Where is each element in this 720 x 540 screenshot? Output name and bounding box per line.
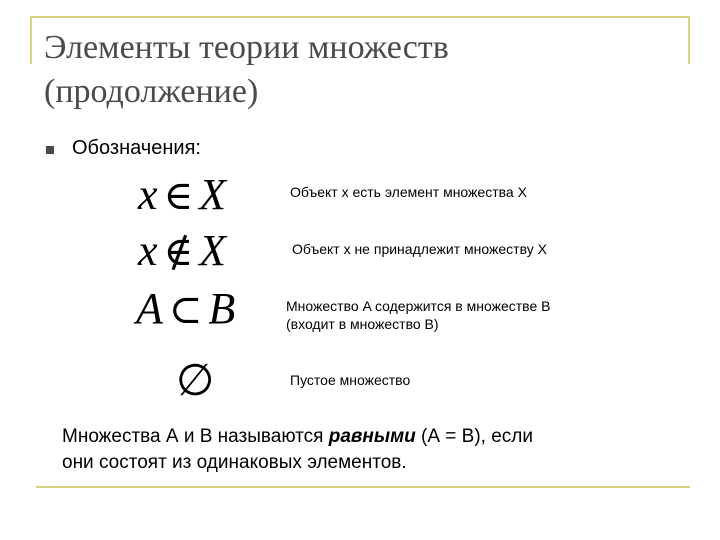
equality-statement	[62, 424, 682, 476]
frame-top-line	[30, 16, 690, 18]
notation-description-3	[286, 297, 550, 333]
notation-right: X	[199, 226, 227, 275]
bullet-square-icon	[46, 146, 54, 154]
frame-bottom-line	[36, 486, 690, 488]
notation-left: x	[138, 170, 158, 219]
notation-left: x	[138, 226, 158, 275]
frame-right-line	[688, 16, 690, 64]
title-line-1: Элементы теории множеств	[44, 29, 449, 66]
notation-description-3-line-1: Множество A содержится в множестве B	[286, 298, 551, 314]
notation-right: X	[199, 170, 227, 219]
notation-description-2: Объект x не принадлежит множеству X	[292, 241, 547, 257]
notation-subset	[136, 284, 235, 335]
notation-right: B	[208, 284, 236, 333]
title-line-2: (продолжение)	[44, 73, 259, 110]
notation-description-4: Пустое множество	[290, 372, 411, 388]
element-of-symbol: ∈	[163, 173, 194, 218]
frame-left-line	[30, 16, 32, 64]
not-element-of-symbol: ∉	[163, 229, 194, 274]
statement-text-2: (А = В), если	[415, 426, 534, 447]
notation-not-element-of	[138, 226, 226, 277]
notation-description-1: Объект x есть элемент множества X	[290, 184, 527, 200]
notation-element-of	[138, 170, 226, 221]
empty-set-symbol: ∅	[176, 356, 215, 405]
subheading: Обозначения:	[72, 137, 201, 159]
statement-text-1: Множества А и В называются	[62, 426, 329, 447]
equality-statement-line-1	[62, 424, 682, 450]
emphasis-equal: равными	[328, 426, 416, 447]
slide-title	[44, 26, 684, 114]
notation-left: A	[136, 284, 163, 333]
subset-symbol: ⊂	[168, 287, 203, 332]
notation-description-3-line-2: (входит в множество B)	[286, 316, 439, 332]
equality-statement-line-2: они состоят из одинаковых элементов.	[62, 452, 407, 473]
